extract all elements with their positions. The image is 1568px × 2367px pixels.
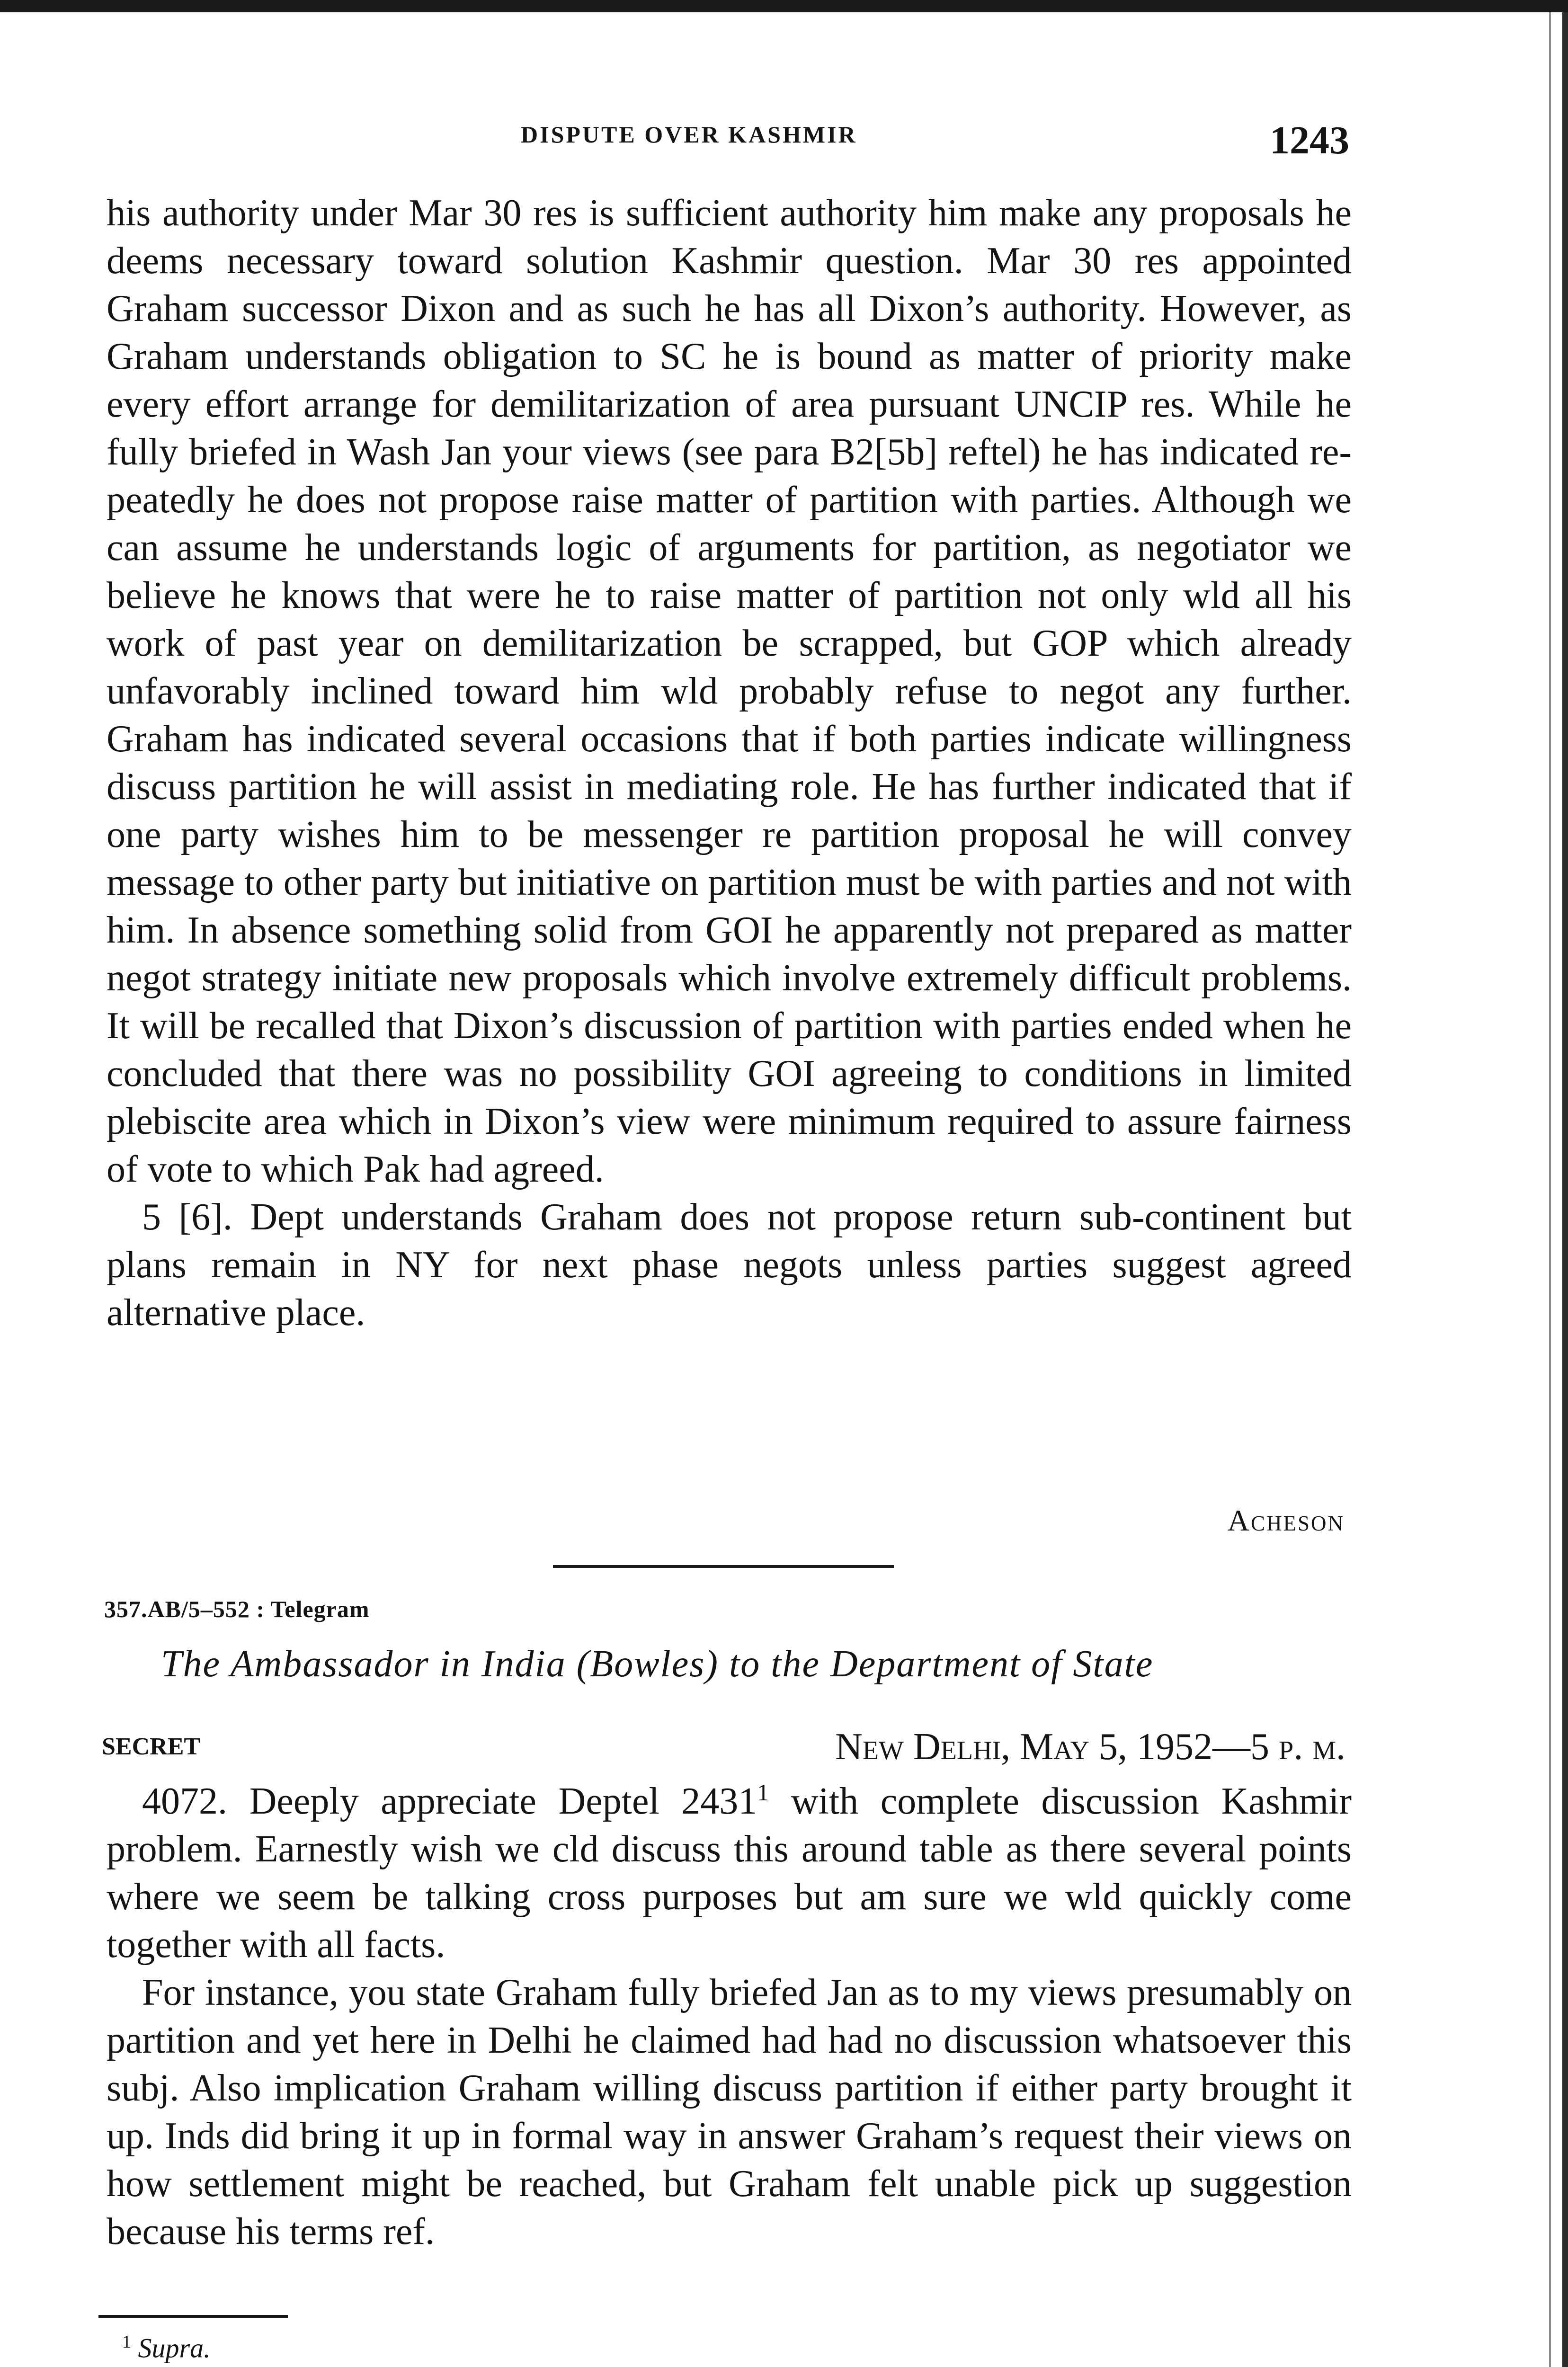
footnote-marker: 1 — [757, 1779, 769, 1806]
scan-edge-line — [1549, 12, 1551, 2367]
file-reference: 357.AB/5–552 : Telegram — [104, 1596, 370, 1622]
telegram-1-body — [107, 189, 1352, 1337]
paragraph-4072-rest: with complete discussion Kashmir problem. Earnestly wish we cld discuss this around table as there several points where we seem be talking cross purposes but am sure we wld quickly come together with all facts. — [107, 1780, 1352, 1966]
telegram-2-body — [107, 1778, 1352, 2256]
page-number: 1243 — [1270, 118, 1349, 162]
paragraph-5: 5 [6]. Dept understands Graham does not propose return sub-continent but plans remain in NY for next phase negots unless parties suggest agreed alternative place. — [107, 1196, 1352, 1334]
paragraph-4072 — [107, 1778, 1352, 1969]
footnote-rule — [98, 2315, 288, 2318]
scan-edge-border — [1562, 12, 1568, 2367]
paragraph-continued: his authority under Mar 30 res is sufficient authority him make any proposals he deems necessary toward solution Kashmir question. Mar 30 res appointed Graham successor Dixon and as such he has all Dixon’s authority. However, as Graham understands obligation to SC he is bound as matter of priority make every effort arrange for demilitarization of area pursuant UNCIP res. While he fully briefed in Wash Jan your views (see para B2[5b] reftel) he has indicated repeatedly he does not propose raise matter of partition with parties. Although we can assume he understands logic of arguments for partition, as negotiator we believe he knows that were he to raise matter of partition not only wld all his work of past year on demilitarization be scrapped, but GOP which already unfavorably inclined toward him wld probably refuse to negot any further. Graham has indicated several occasions that if both parties indicate willingness discuss partition he will assist in mediating role. He has further indicated that if one party wishes him to be messenger re partition proposal he will convey message to other party but initiative on partition must be with parties and not with him. In absence something solid from GOI he apparently not prepared as matter negot strategy initiate new proposals which involve extremely difficult problems. It will be recalled that Dixon’s discussion of partition with parties ended when he concluded that there was no possibility GOI agreeing to conditions in limited plebiscite area which in Dixon’s view were minimum required to assure fairness of vote to which Pak had agreed. — [107, 192, 1352, 1190]
running-head: DISPUTE OVER KASHMIR — [521, 121, 857, 148]
dateline: New Delhi, May 5, 1952—5 p. m. — [835, 1726, 1345, 1768]
paragraph-4072-start: 4072. Deeply appreciate Deptel 2431 — [142, 1780, 757, 1822]
paragraph-for-instance: For instance, you state Graham fully briefed Jan as to my views presumably on partition and yet here in Delhi he claimed had had no discussion whatsoever this subj. Also implication Graham willing discuss partition if either party brought it up. Inds did bring it up in formal way in answer Graham’s request their views on how settlement might be reached, but Graham felt unable pick up suggestion because his terms ref. — [107, 1972, 1352, 2252]
signature-acheson: Acheson — [1227, 1504, 1345, 1537]
page-top-border — [0, 0, 1568, 12]
footnote-1-marker: 1 — [122, 2332, 131, 2352]
section-divider — [553, 1565, 894, 1568]
footnote-1 — [122, 2331, 211, 2364]
footnote-1-text: Supra. — [138, 2332, 211, 2364]
document-title: The Ambassador in India (Bowles) to the Department of State — [161, 1643, 1154, 1685]
classification-label: SECRET — [102, 1733, 201, 1760]
